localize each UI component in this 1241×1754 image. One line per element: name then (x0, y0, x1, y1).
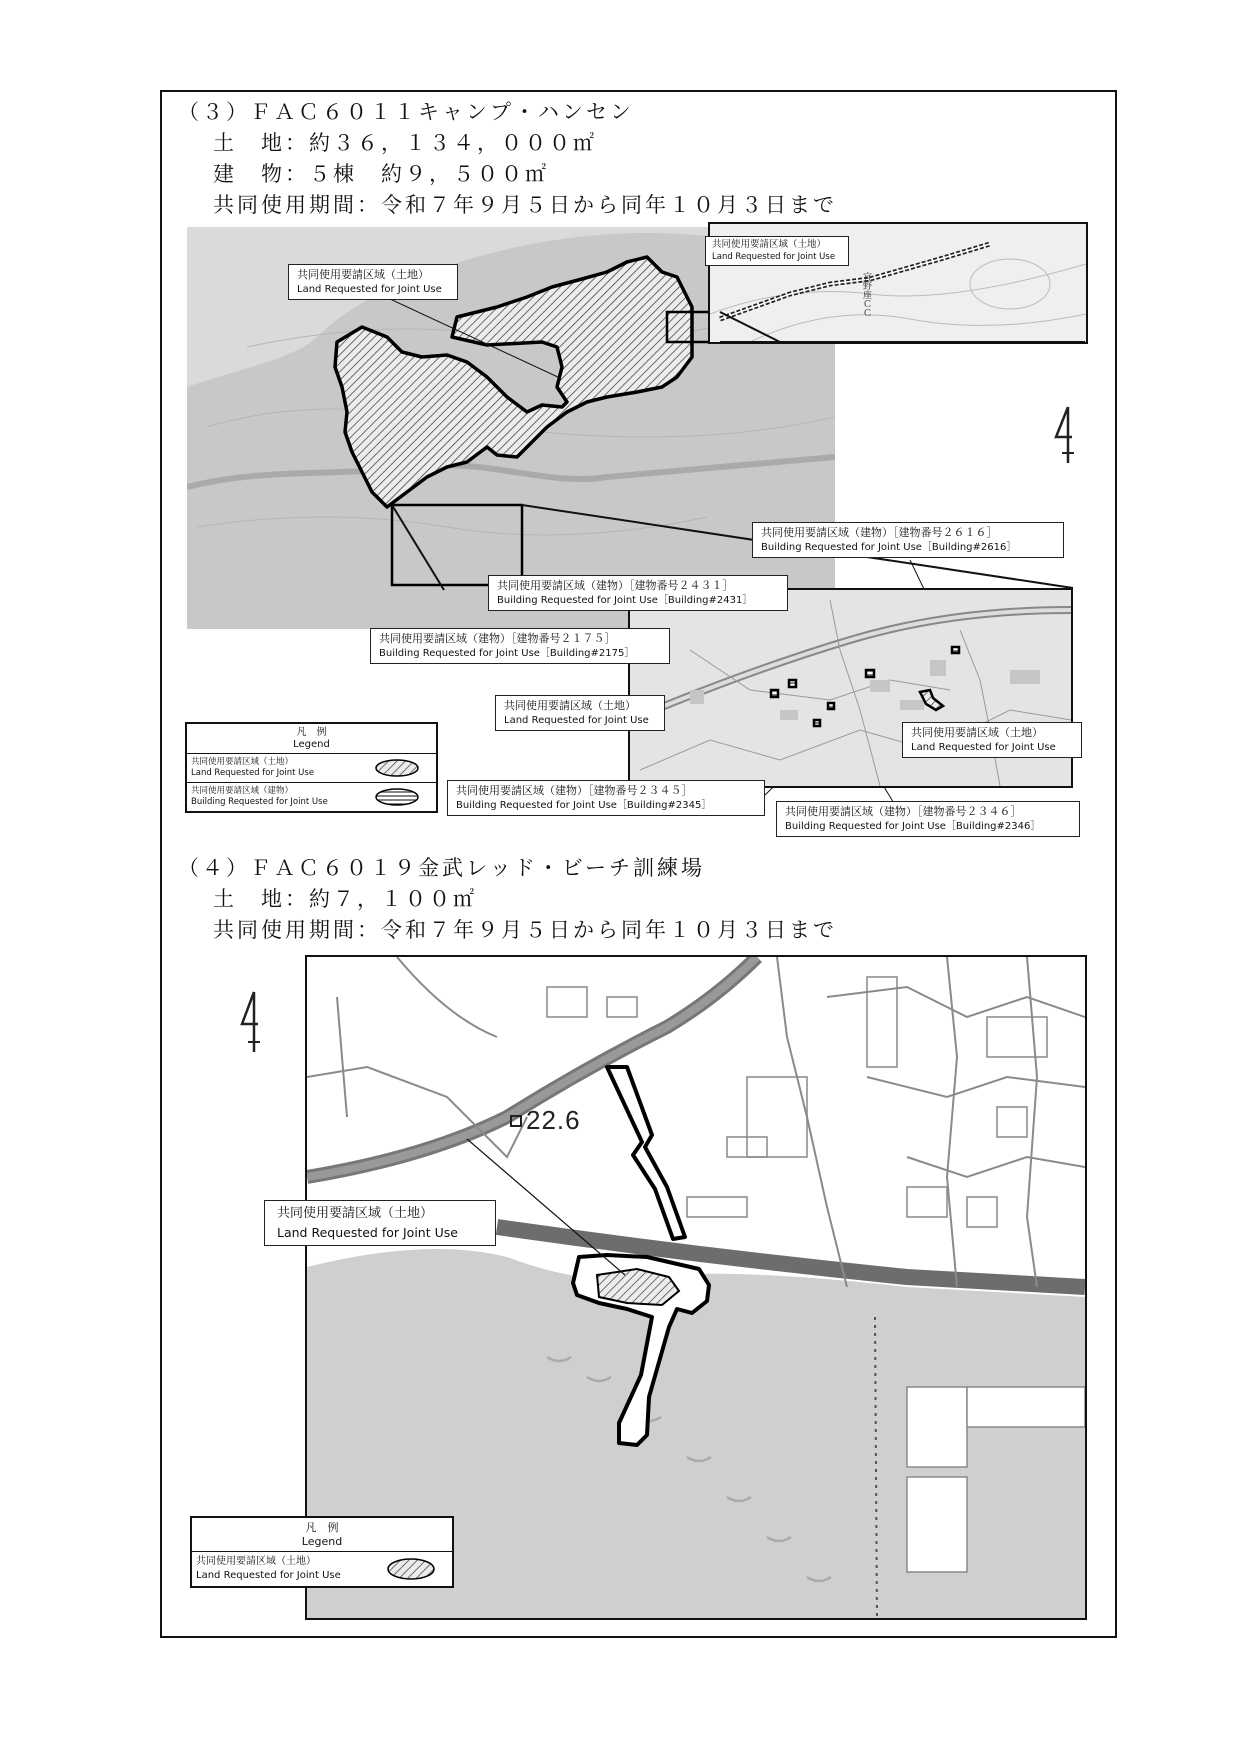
legend-row-land-section4: 共同使用要請区域（土地） Land Requested for Joint Use (192, 1552, 452, 1586)
section4-land: 土 地：約７，１００㎡ (213, 887, 477, 911)
legend-row-building: 共同使用要請区域（建物） Building Requested for Joint Use (187, 783, 436, 811)
callout-building-2431: 共同使用要請区域（建物）［建物番号２４３１］ Building Requested for Joint Use［Building#2431］ (488, 575, 788, 611)
callout-building-2175: 共同使用要請区域（建物）［建物番号２１７５］ Building Requested for Joint Use［Building#2175］ (370, 628, 670, 664)
hatch-symbol-icon-section4 (386, 1557, 436, 1581)
section3-building: 建 物：５棟 約９，５００㎡ (213, 162, 549, 186)
inset-golf-label: 宜野座ＣＣ (861, 272, 871, 317)
triangulation-point-icon (510, 1115, 522, 1127)
section4-legend: 凡 例 Legend 共同使用要請区域（土地） Land Requested for Joint Use (190, 1516, 454, 1588)
callout-section4-land: 共同使用要請区域（土地） Land Requested for Joint Use (264, 1200, 496, 1246)
section3-title: （３）ＦＡＣ６０１１キャンプ・ハンセン (178, 100, 634, 124)
section4-period: 共同使用期間：令和７年９月５日から同年１０月３日まで (213, 918, 837, 942)
north-arrow-icon-section4 (238, 990, 268, 1054)
stripe-symbol-icon (374, 787, 420, 807)
callout-building-2345: 共同使用要請区域（建物）［建物番号２３４５］ Building Requested for Joint Use［Building#2345］ (447, 780, 765, 816)
hatch-symbol-icon (374, 758, 420, 778)
callout-land-mid: 共同使用要請区域（土地） Land Requested for Joint Use (495, 695, 665, 731)
callout-land-right: 共同使用要請区域（土地） Land Requested for Joint Use (902, 722, 1082, 758)
callout-building-2616: 共同使用要請区域（建物）［建物番号２６１６］ Building Requested for Joint Use［Building#2616］ (752, 522, 1064, 558)
red-beach-corridor (607, 1067, 685, 1239)
callout-land-inset: 共同使用要請区域（土地） Land Requested for Joint Use (705, 236, 849, 266)
legend-row-land: 共同使用要請区域（土地） Land Requested for Joint Use (187, 754, 436, 783)
north-arrow-icon (1052, 405, 1082, 465)
section3-legend: 凡 例 Legend 共同使用要請区域（土地） Land Requested for Joint Use 共同使用要請区域（建物） Building Requested for Joint Use (185, 722, 438, 813)
callout-land-main: 共同使用要請区域（土地） Land Requested for Joint Use (288, 264, 458, 300)
spot-height-label: 22.6 (510, 1105, 581, 1136)
callout-building-2346: 共同使用要請区域（建物）［建物番号２３４６］ Building Requested for Joint Use［Building#2346］ (776, 801, 1080, 837)
section3-period: 共同使用期間：令和７年９月５日から同年１０月３日まで (213, 193, 837, 217)
section4-title: （４）ＦＡＣ６０１９金武レッド・ビーチ訓練場 (178, 856, 705, 880)
section3-inset-building-map (628, 588, 1073, 788)
section3-land: 土 地：約３６，１３４，０００㎡ (213, 131, 597, 155)
